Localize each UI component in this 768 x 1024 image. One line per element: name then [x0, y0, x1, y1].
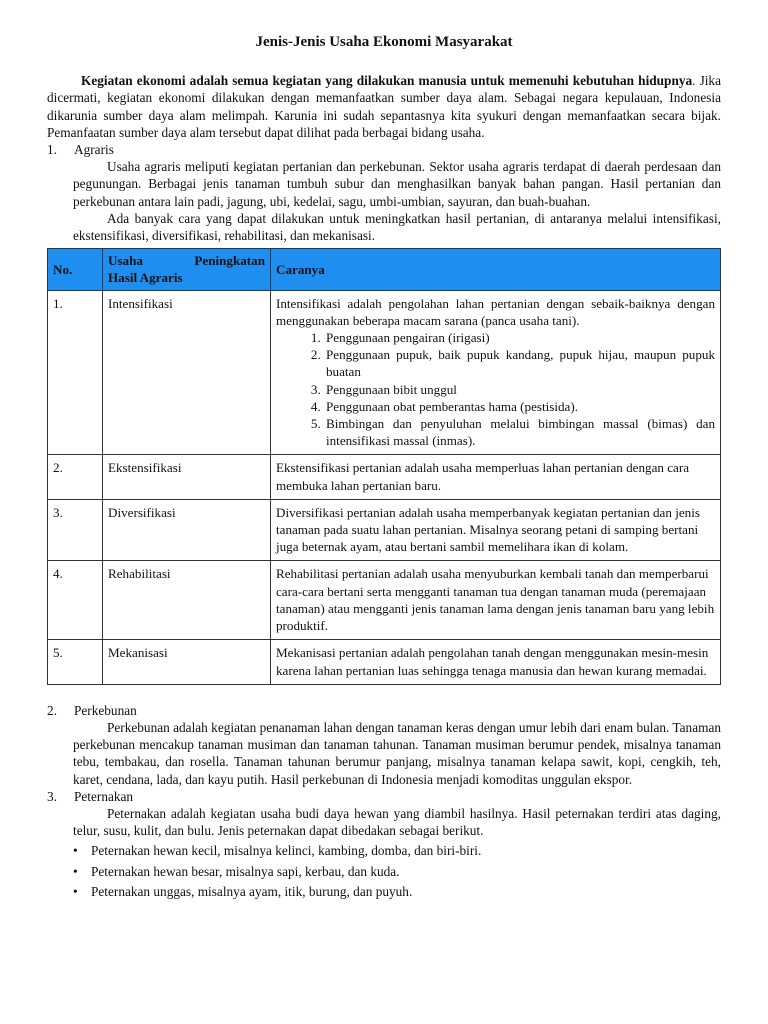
- intro-text: . Jika dicermati, kegiatan ekonomi dilakukan dengan memanfaatkan sumber daya alam. Sebagai negara kepulauan, Indonesia dikarunia sumber daya alam melimpah. Karunia ini sudah sepantasnya kita syukuri dengan memanfaatkan secara bijak. Pemanfaatan sumber daya alam tersebut dapat dilihat pada berbagai bidang usaha.: [47, 73, 721, 140]
- bullet-icon: •: [73, 883, 78, 899]
- bullet-icon: •: [73, 863, 78, 879]
- header-usaha: [103, 249, 271, 290]
- section-number: 3.: [47, 788, 57, 804]
- row-description: Ekstensifikasi pertanian adalah usaha memperluas lahan pertanian dengan cara membuka lahan pertanian baru.: [271, 455, 721, 499]
- bullet-text: Peternakan hewan besar, misalnya sapi, kerbau, dan kuda.: [91, 863, 400, 879]
- section-agraris-heading: [47, 141, 721, 158]
- row-number: 5.: [48, 640, 103, 684]
- row-number: 4.: [48, 561, 103, 640]
- section-title: Perkebunan: [74, 702, 137, 718]
- agraris-table: [47, 248, 721, 684]
- section-peternakan-heading: [47, 788, 721, 805]
- table-row: [48, 499, 721, 561]
- row-description-cell: [271, 290, 721, 455]
- list-item: 4. Penggunaan obat pemberantas hama (pestisida).: [324, 398, 715, 415]
- list-item: 2. Penggunaan pupuk, baik pupuk kandang, pupuk hijau, maupun pupuk buatan: [324, 346, 715, 380]
- row-description: Intensifikasi adalah pengolahan lahan pertanian dengan sebaik-baiknya dengan menggunakan beberapa macam sarana (panca usaha tani).: [276, 295, 715, 328]
- list-item: [73, 883, 721, 900]
- list-item: 5. Bimbingan dan penyuluhan melalui bimbingan massal (bimas) dan intensifikasi massal (inmas).: [324, 415, 715, 449]
- document-page: [47, 34, 721, 900]
- table-row: [48, 455, 721, 499]
- row-name: Rehabilitasi: [103, 561, 271, 640]
- header-usaha-line2: Hasil Agraris: [108, 270, 183, 286]
- section-perkebunan-heading: [47, 702, 721, 719]
- section-title: Agraris: [74, 142, 114, 158]
- header-caranya: Caranya: [271, 249, 721, 290]
- perkebunan-paragraph: Perkebunan adalah kegiatan penanaman lahan dengan tanaman keras dengan umur lebih dari enam bulan. Tanaman perkebunan mencakup tanaman musiman dan tanaman tahunan. Tanaman musiman berumur pendek, misalnya tanaman tebu, tembakau, dan rosella. Tanaman tahunan berumur panjang, misalnya tanaman kelapa sawit, kopi, cengkih, teh, karet, cendana, lada, dan kayu putih. Hasil perkebunan di Indonesia menjadi komoditas unggulan ekspor.: [73, 719, 721, 787]
- row-name: Diversifikasi: [103, 499, 271, 561]
- row-number: 1.: [48, 290, 103, 455]
- row-description: Diversifikasi pertanian adalah usaha memperbanyak kegiatan pertanian dan jenis tanaman pada suatu lahan pertanian. Misalnya seorang petani di samping bertani juga beternak ayam, atau bertani sambil memelihara ikan di kolam.: [271, 499, 721, 561]
- peternakan-paragraph: Peternakan adalah kegiatan usaha budi daya hewan yang diambil hasilnya. Hasil peternakan terdiri atas daging, telur, susu, kulit, dan bulu. Jenis peternakan dapat dibedakan sebagai berikut.: [73, 805, 721, 839]
- row-description: Mekanisasi pertanian adalah pengolahan tanah dengan menggunakan mesin-mesin karena lahan pertanian luas sehingga tenaga manusia dan hewan kurang memadai.: [271, 640, 721, 684]
- row-name: Intensifikasi: [103, 290, 271, 455]
- page-title: Jenis-Jenis Usaha Ekonomi Masyarakat: [255, 34, 513, 50]
- list-item: 1. Penggunaan pengairan (irigasi): [324, 329, 715, 346]
- intro-paragraph: [47, 72, 721, 141]
- table-header-row: [48, 249, 721, 290]
- list-item: [73, 863, 721, 880]
- section-number: 2.: [47, 702, 57, 718]
- row-name: Mekanisasi: [103, 640, 271, 684]
- table-row: [48, 290, 721, 455]
- header-usaha-word1: Usaha: [108, 253, 143, 269]
- bullet-icon: •: [73, 843, 78, 859]
- row-name: Ekstensifikasi: [103, 455, 271, 499]
- list-item: 3. Penggunaan bibit unggul: [324, 381, 715, 398]
- header-usaha-word2: Peningkatan: [194, 253, 265, 269]
- table-row: [48, 640, 721, 684]
- bullet-text: Peternakan unggas, misalnya ayam, itik, burung, dan puyuh.: [91, 883, 413, 899]
- intensifikasi-steps: [276, 329, 715, 449]
- section-number: 1.: [47, 142, 57, 158]
- header-no: No.: [48, 249, 103, 290]
- table-row: [48, 561, 721, 640]
- bullet-text: Peternakan hewan kecil, misalnya kelinci, kambing, domba, dan biri-biri.: [91, 843, 482, 859]
- row-description: Rehabilitasi pertanian adalah usaha menyuburkan kembali tanah dan memperbarui cara-cara bertani serta mengganti tanaman tua dengan tanaman muda (peremajaan tanaman) atau mengganti jenis tanaman lama dengan jenis tanaman baru yang lebih produktif.: [271, 561, 721, 640]
- intro-bold-text: Kegiatan ekonomi adalah semua kegiatan yang dilakukan manusia untuk memenuhi kebutuhan hidupnya: [81, 73, 693, 89]
- section-title: Peternakan: [74, 788, 134, 804]
- row-number: 3.: [48, 499, 103, 561]
- row-number: 2.: [48, 455, 103, 499]
- agraris-paragraph-2: Ada banyak cara yang dapat dilakukan untuk meningkatkan hasil pertanian, di antaranya melalui intensifikasi, ekstensifikasi, diversifikasi, rehabilitasi, dan mekanisasi.: [73, 210, 721, 244]
- list-item: [73, 842, 721, 859]
- agraris-paragraph-1: Usaha agraris meliputi kegiatan pertanian dan perkebunan. Sektor usaha agraris terdapat di daerah perdesaan dan pegunungan. Berbagai jenis tanaman tumbuh subur dan menghasilkan banyak bahan pangan. Hasil pertanian dan perkebunan antara lain padi, jagung, ubi, kedelai, sagu, umbi-umbian, sayuran, dan buah-buahan.: [73, 159, 721, 209]
